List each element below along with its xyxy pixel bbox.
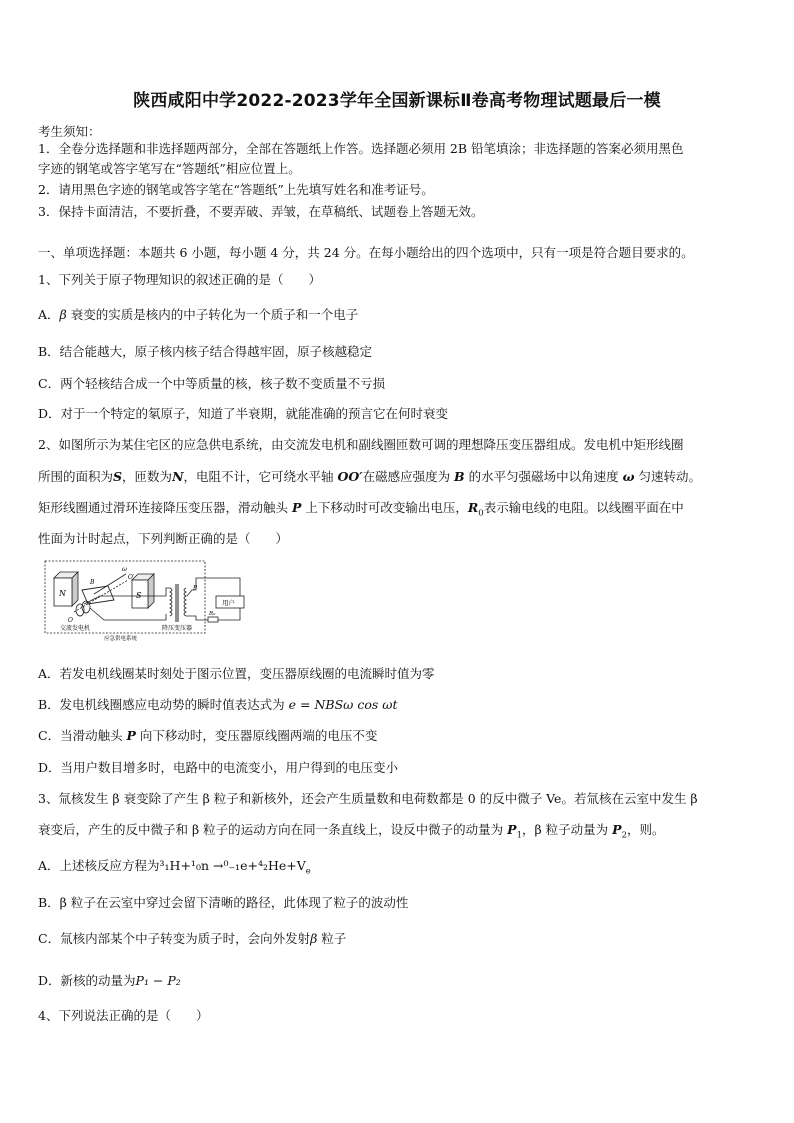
var-p: P [126,728,136,743]
var-omega: ω [622,469,635,484]
primary-coil [170,588,172,616]
q3-text: ，则。 [627,822,665,837]
q2-text: ，匝数为 [122,469,173,484]
q2-text: 所围的面积为 [38,469,114,484]
q1-stem: 1、下列关于原子物理知识的叙述正确的是（ ） [38,272,321,287]
label-s: S [136,591,142,600]
q2-text: 上下移动时可改变输出电压， [301,500,468,515]
q3-text: ，β 粒子动量为 [521,822,613,837]
label-b: B [90,579,95,586]
q3-option-a [38,858,758,880]
label-omega: ω [122,566,127,573]
q3-text: 衰变后，产生的反中微子和 β 粒子的运动方向在同一条直线上，设反中微子的动量为 [38,822,508,837]
q1-a-text: 衰变的实质是核内的中子转化为一个质子和一个电子 [66,307,359,322]
q2-stem-line-2 [38,469,758,485]
q4-stem: 4、下列说法正确的是（ ） [38,1008,209,1023]
q2-text: ，电阻不计，它可绕水平轴 [183,469,338,484]
label-user: 用户 [222,599,235,607]
var-n: N [172,469,184,484]
q3-c-text: C．氚核内部某个中子转变为质子时，会向外发射 [38,931,311,946]
var-axis: OO′ [337,469,363,484]
q2-option-b [38,697,758,713]
q2-c-text: C．当滑动触头 [38,728,127,743]
q2-text: 矩形线圈通过滑环连接降压变压器，滑动触头 [38,500,292,515]
notice-item-1a: 1．全卷分选择题和非选择题两部分，全部在答题纸上作答。选择题必须用 2B 铅笔填涂；非选择题的答案必须用黑色 [38,141,684,156]
nuclear-equation: ³₁H+¹₀n →⁰₋₁e+⁴₂He+V [159,858,306,873]
beta-symbol: β [59,307,67,322]
generator-circuit-diagram [44,560,254,642]
var-p2: P [612,822,622,837]
q1-option-c: C．两个轻核结合成一个中等质量的核，核子数不变质量不亏损 [38,376,386,391]
q1-option-d: D．对于一个特定的氡原子，知道了半衰期，就能准确的预言它在何时衰变 [38,406,449,421]
q3-option-c [38,931,758,947]
page-title: 陕西咸阳中学2022-2023学年全国新课标Ⅱ卷高考物理试题最后一模 [133,91,661,111]
beta-symbol: β [310,931,318,946]
nuclear-equation-sub: e [305,866,311,877]
var-r0: R [467,500,479,515]
section-heading: 一、单项选择题：本题共 6 小题，每小题 4 分，共 24 分。在每小题给出的四个选项中，只有一项是符合题目要求的。 [38,245,694,260]
caption-transformer: 降压变压器 [162,625,193,632]
output-wire-upper [192,578,240,596]
label-n: N [59,589,66,598]
var-p1-sub: 1 [516,830,522,841]
label-o-prime: O′ [128,574,135,581]
notice-item-1b: 字迹的钢笔或答字笔写在“答题纸”相应位置上。 [38,161,301,176]
var-s: S [113,469,123,484]
notice-heading: 考生须知： [38,124,101,139]
label-p: P [193,585,198,592]
q2-option-c [38,728,758,744]
var-p: P [291,500,302,515]
q3-option-d [38,973,758,989]
wire-lower [90,608,166,620]
q2-option-a: A．若发电机线圈某时刻处于图示位置，变压器原线圈的电流瞬时值为零 [38,666,435,681]
notice-item-3: 3．保持卡面清洁，不要折叠，不要弄破、弄皱，在草稿纸、试题卷上答题无效。 [38,204,484,219]
secondary-coil [184,588,186,616]
wire-upper [84,588,170,604]
q3-a-text: A．上述核反应方程为 [38,858,160,873]
label-o: O [68,617,73,624]
var-p2-sub: 2 [621,830,627,841]
q2-text: 在磁感应强度为 [362,469,455,484]
var-r0-sub: 0 [478,508,484,519]
q2-stem-line-1: 2、如图所示为某住宅区的应急供电系统，由交流发电机和副线圈匝数可调的理想降压变压器组成。发电机中矩形线圈 [38,437,684,452]
label-r0: R₀ [209,611,216,617]
q2-b-text: B．发电机线圈感应电动势的瞬时值表达式为 [38,697,289,712]
magnet-n [54,572,78,606]
caption-generator: 交流发电机 [60,625,91,632]
var-p1: P [507,822,517,837]
q2-c-text: 向下移动时，变压器原线圈两端的电压不变 [135,728,378,743]
q2-text: 的水平匀强磁场中以角速度 [464,469,623,484]
emf-expression: e = NBSω cos ωt [288,697,398,712]
q3-d-text: D．新核的动量为 [38,973,136,988]
notice-item-2: 2．请用黑色字迹的钢笔或答字笔在“答题纸”上先填写姓名和准考证号。 [38,182,434,197]
q2-stem-line-4: 性面为计时起点，下列判断正确的是（ ） [38,531,289,546]
q3-stem-line-1: 3、氚核发生 β 衰变除了产生 β 粒子和新核外，还会产生质量数和电荷数都是 0 的反中微子 Ve。若氚核在云室中发生 β [38,791,698,806]
q1-option-b: B．结合能越大，原子核内核子结合得越牢固，原子核越稳定 [38,344,373,359]
q3-option-b: B．β 粒子在云室中穿过会留下清晰的路径，此体现了粒子的波动性 [38,895,409,910]
var-b: B [454,469,465,484]
q3-stem-line-2 [38,822,758,844]
q2-stem-line-3 [38,500,758,522]
q3-c-text: 粒子 [317,931,347,946]
q2-text: 表示输电线的电阻。以线圈平面在中 [483,500,684,515]
q1-option-a [38,307,758,323]
caption-system: 应急供电系统 [104,636,138,642]
q2-text: 匀速转动。 [634,469,701,484]
sliding-contact [187,590,192,596]
q1-a-prefix: A． [38,307,60,322]
resistor-r0 [208,617,218,622]
momentum-expression: P₁ − P₂ [135,973,181,988]
q2-option-d: D．当用户数目增多时，电路中的电流变小，用户得到的电压变小 [38,760,399,775]
